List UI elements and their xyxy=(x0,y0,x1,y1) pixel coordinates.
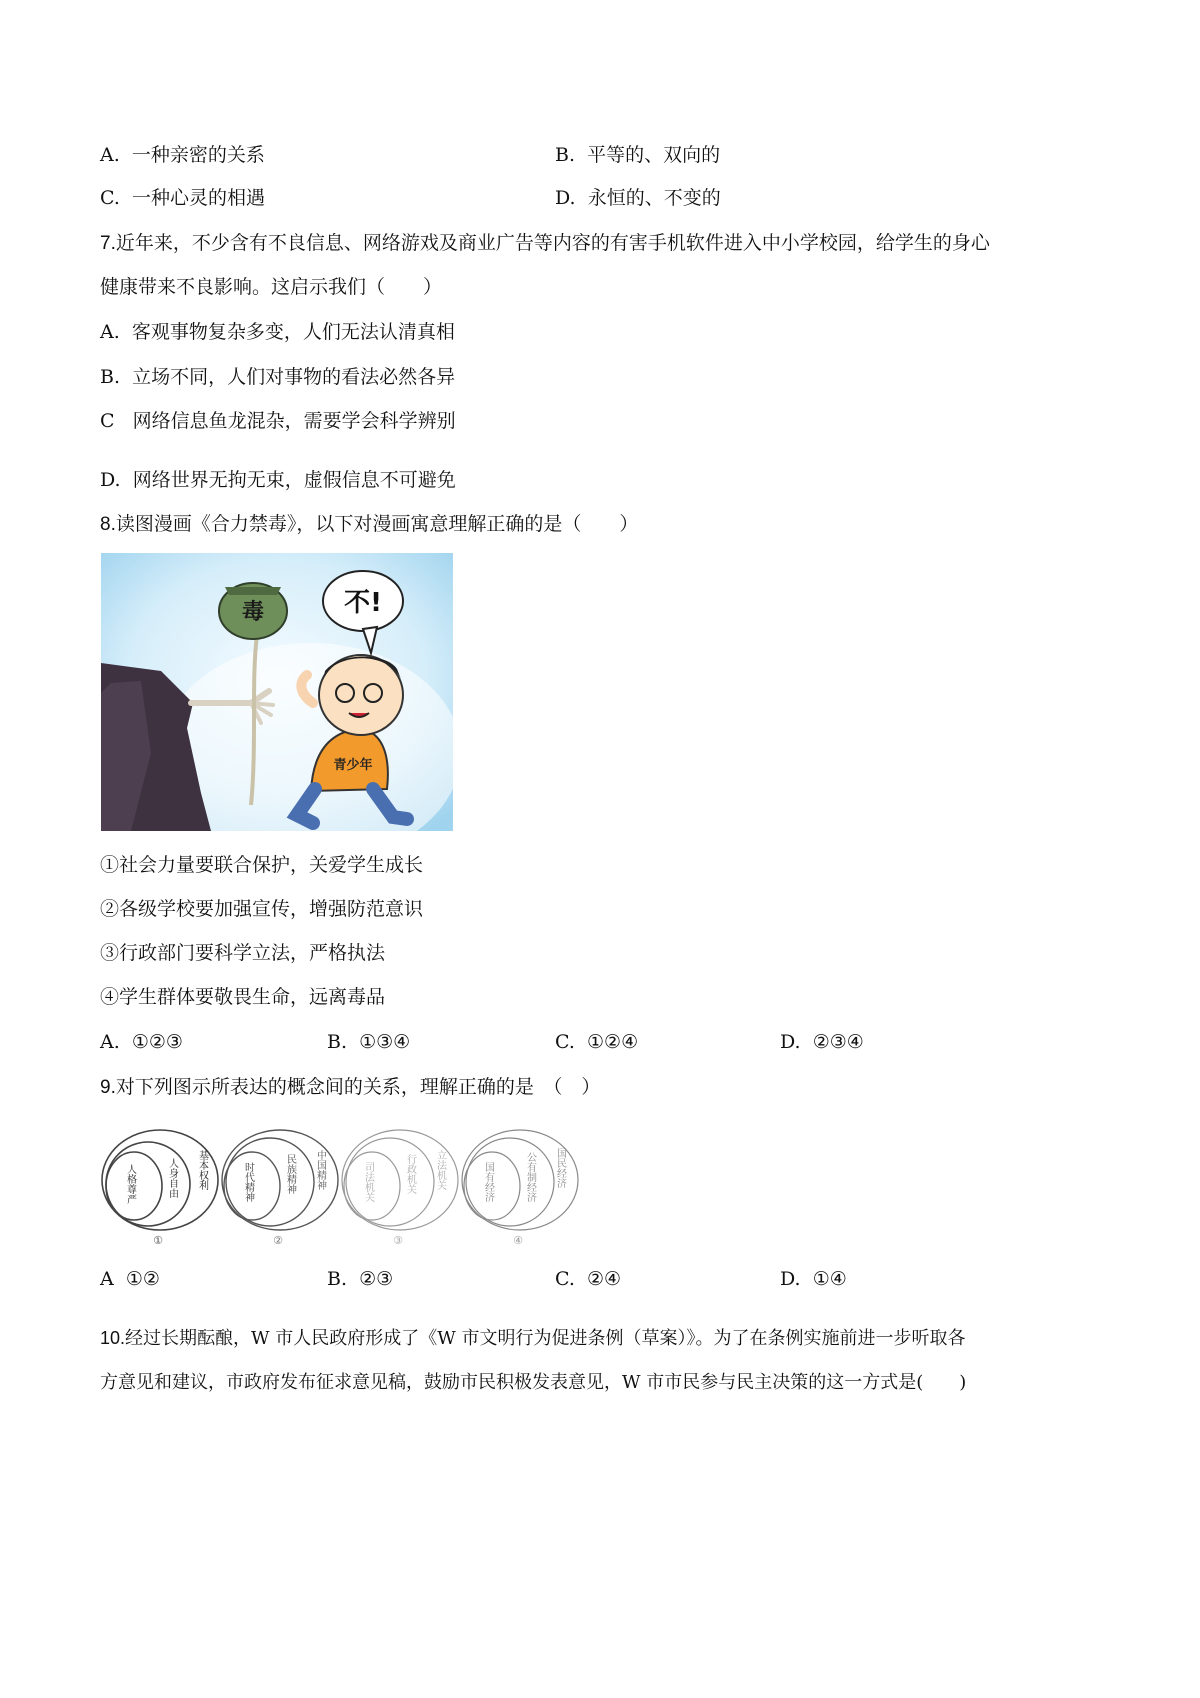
q10-stem-line1: 10.经过长期酝酿，W 市人民政府形成了《W 市文明行为促进条例（草案）》。为了在条例实施前进一步听取各 xyxy=(100,1328,966,1349)
diagram-3-caption: ③ xyxy=(393,1234,403,1247)
q9-option-a: A ①② xyxy=(100,1268,160,1290)
diagram-2 xyxy=(222,1130,338,1247)
diagram-2-label-middle: 民族精神 xyxy=(284,1154,296,1194)
concept-circles-figure xyxy=(100,1124,580,1252)
q8-statement-4: ④学生群体要敬畏生命，远离毒品 xyxy=(100,986,386,1008)
concept-diagrams xyxy=(100,1124,580,1252)
q7-option-c: C 网络信息鱼龙混杂，需要学会科学辨别 xyxy=(100,410,456,432)
q8-statement-1: ①社会力量要联合保护，关爱学生成长 xyxy=(100,854,424,876)
q8-option-b: B. ①③④ xyxy=(327,1031,411,1053)
q7-stem-line1: 7.近年来，不少含有不良信息、网络游戏及商业广告等内容的有害手机软件进入中小学校园，给学生的身心 xyxy=(100,232,990,254)
diagram-3-label-inner: 司法机关 xyxy=(362,1162,374,1202)
q6-option-d: D. 永恒的、不变的 xyxy=(555,187,721,209)
cartoon-illustration xyxy=(101,553,453,831)
q9-stem: 9.对下列图示所表达的概念间的关系，理解正确的是 （ ） xyxy=(100,1076,601,1098)
speech-text: 不! xyxy=(344,588,382,618)
q7-number: 7. xyxy=(100,233,116,254)
diagram-3 xyxy=(342,1130,458,1247)
shirt-label: 青少年 xyxy=(333,758,373,773)
q10-stem-line2: 方意见和建议，市政府发布征求意见稿，鼓励市民积极发表意见，W 市市民参与民主决策的这一方式是( ) xyxy=(100,1372,967,1393)
diagram-1-caption: ① xyxy=(153,1234,163,1247)
q7-option-d: D. 网络世界无拘无束，虚假信息不可避免 xyxy=(100,469,456,491)
diagram-1-label-outer: 基本权利 xyxy=(196,1150,208,1190)
diagram-4 xyxy=(462,1130,578,1247)
q8-statement-3: ③行政部门要科学立法，严格执法 xyxy=(100,942,386,964)
q8-option-a: A. ①②③ xyxy=(100,1031,183,1053)
diagram-2-label-outer: 中国精神 xyxy=(314,1150,326,1190)
q6-option-c: C. 一种心灵的相遇 xyxy=(100,187,266,209)
diagram-4-label-outer: 国民经济 xyxy=(554,1148,566,1188)
q9-option-b: B. ②③ xyxy=(327,1268,394,1290)
diagram-4-label-inner: 国有经济 xyxy=(482,1162,494,1202)
diagram-1 xyxy=(102,1130,218,1247)
q7-stem-line2: 健康带来不良影响。这启示我们（ ） xyxy=(100,276,443,298)
q10-number: 10. xyxy=(100,1328,126,1348)
anti-drug-cartoon xyxy=(101,553,453,831)
q8-number: 8. xyxy=(100,514,116,535)
q9-option-c: C. ②④ xyxy=(555,1268,622,1290)
diagram-1-label-middle: 人身自由 xyxy=(166,1158,178,1198)
q9-number: 9. xyxy=(100,1077,116,1098)
poppy-label: 毒 xyxy=(241,600,265,625)
q8-option-d: D. ②③④ xyxy=(780,1031,864,1053)
q8-option-c: C. ①②④ xyxy=(555,1031,639,1053)
diagram-1-label-inner: 人格尊严 xyxy=(124,1164,136,1204)
q7-option-a: A. 客观事物复杂多变，人们无法认清真相 xyxy=(100,321,455,343)
diagram-3-label-middle: 行政机关 xyxy=(404,1154,416,1194)
diagram-2-caption: ② xyxy=(273,1234,283,1247)
q8-statement-2: ②各级学校要加强宣传，增强防范意识 xyxy=(100,898,424,920)
q6-option-b: B. 平等的、双向的 xyxy=(555,144,721,166)
q7-option-b: B. 立场不同，人们对事物的看法必然各异 xyxy=(100,366,456,388)
q8-stem: 8.读图漫画《合力禁毒》，以下对漫画寓意理解正确的是（ ） xyxy=(100,513,639,535)
q9-option-d: D. ①④ xyxy=(780,1268,847,1290)
diagram-3-label-outer: 立法机关 xyxy=(434,1150,446,1190)
diagram-4-label-middle: 公有制经济 xyxy=(524,1152,536,1202)
q6-option-a: A. 一种亲密的关系 xyxy=(100,144,265,166)
diagram-4-caption: ④ xyxy=(513,1234,523,1247)
diagram-2-label-inner: 时代精神 xyxy=(242,1162,254,1202)
